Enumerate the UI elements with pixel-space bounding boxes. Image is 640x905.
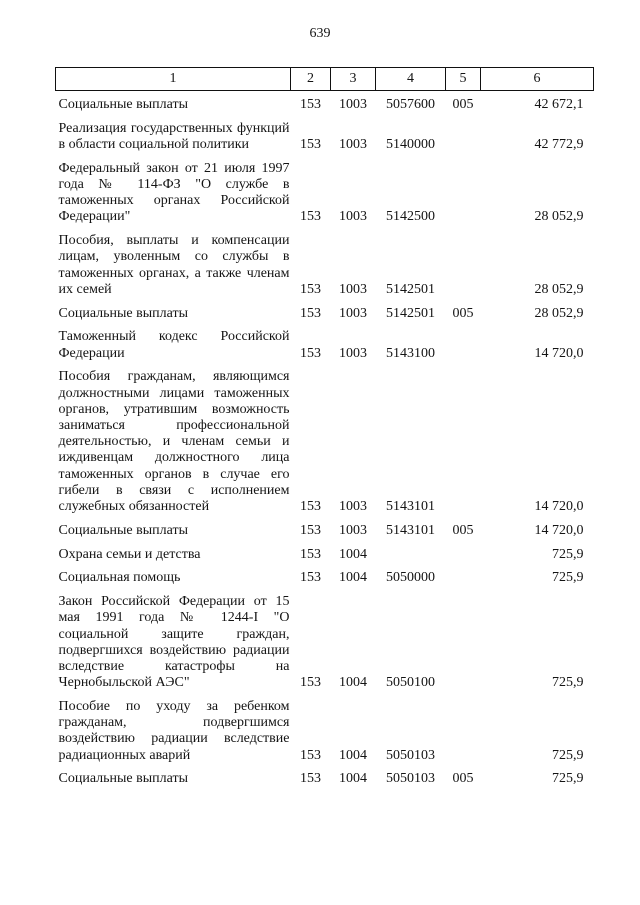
col-5-value: 005 <box>452 771 474 787</box>
col-2-value: 153 <box>300 137 321 152</box>
col-2-value: 153 <box>300 570 321 586</box>
col-6-amount: 725,9 <box>552 546 584 562</box>
table-row <box>56 153 594 225</box>
col-5-value <box>446 322 481 362</box>
col-3-value: 1003 <box>339 522 367 538</box>
col-6-amount: 725,9 <box>552 570 584 586</box>
table-row <box>56 563 594 587</box>
table-row <box>56 764 594 788</box>
table-body <box>56 91 594 788</box>
col-2-value: 153 <box>300 305 321 321</box>
col-4-value: 5142501 <box>386 305 435 321</box>
table-row <box>56 515 594 539</box>
col-2-value: 153 <box>300 675 321 691</box>
row-name: Социальные выплаты <box>58 97 189 112</box>
col-3-value: 1003 <box>339 137 367 152</box>
col-2-value: 153 <box>300 546 321 562</box>
col-6-amount: 28 052,9 <box>534 281 584 297</box>
col-6-amount: 725,9 <box>552 771 584 787</box>
header-col-1: 1 <box>56 68 291 91</box>
col-6-amount: 42 672,1 <box>534 97 584 112</box>
row-name: Федеральный закон от 21 июля 1997 года № 114-ФЗ "О службе в таможенных органах Российской Федерации" <box>58 160 290 225</box>
col-6-amount: 28 052,9 <box>534 209 584 225</box>
table-row <box>56 691 594 763</box>
table-row <box>56 226 594 298</box>
col-6-amount: 725,9 <box>552 675 584 691</box>
col-3-value: 1004 <box>339 570 367 586</box>
table-row <box>56 587 594 692</box>
row-name: Социальные выплаты <box>58 771 189 787</box>
col-4-value <box>376 539 446 563</box>
col-5-value <box>446 587 481 692</box>
col-2-value: 153 <box>300 499 321 515</box>
col-2-value: 153 <box>300 97 321 112</box>
col-4-value: 5143101 <box>386 499 435 515</box>
table-row <box>56 539 594 563</box>
col-3-value: 1004 <box>339 747 367 763</box>
page-number: 639 <box>309 26 331 41</box>
col-4-value: 5057600 <box>386 97 435 112</box>
col-5-value: 005 <box>452 522 474 538</box>
col-2-value: 153 <box>300 747 321 763</box>
table-row <box>56 298 594 322</box>
col-4-value: 5143100 <box>386 345 435 361</box>
col-2-value: 153 <box>300 345 321 361</box>
header-col-2: 2 <box>291 68 331 91</box>
table-row <box>56 322 594 362</box>
col-3-value: 1003 <box>339 499 367 515</box>
col-5-value: 005 <box>452 97 474 112</box>
col-5-value: 005 <box>452 305 474 321</box>
col-6-amount: 14 720,0 <box>534 499 584 515</box>
col-4-value: 5140000 <box>386 137 435 152</box>
col-3-value: 1003 <box>339 345 367 361</box>
row-name: Социальные выплаты <box>58 305 189 321</box>
col-3-value: 1004 <box>339 675 367 691</box>
col-4-value: 5050103 <box>386 771 435 787</box>
row-name: Закон Российской Федерации от 15 мая 1991 года № 1244-I "О социальной защите граждан, подвергшихся воздействию радиации вследствие катастрофы на Чернобыльской АЭС" <box>58 594 290 691</box>
col-4-value: 5050000 <box>386 570 435 586</box>
col-6-amount: 28 052,9 <box>534 305 584 321</box>
col-6-amount: 14 720,0 <box>534 345 584 361</box>
col-3-value: 1003 <box>339 281 367 297</box>
col-4-value: 5142501 <box>386 281 435 297</box>
col-6-amount: 42 772,9 <box>534 137 584 152</box>
row-name: Таможенный кодекс Российской Федерации <box>58 329 290 361</box>
header-col-6: 6 <box>481 68 594 91</box>
col-5-value <box>446 539 481 563</box>
row-name: Реализация государственных функций в области социальной политики <box>58 120 290 152</box>
col-2-value: 153 <box>300 771 321 787</box>
col-5-value <box>446 113 481 153</box>
col-4-value: 5142500 <box>386 209 435 225</box>
header-col-4: 4 <box>376 68 446 91</box>
col-6-amount: 725,9 <box>552 747 584 763</box>
col-5-value <box>446 226 481 298</box>
col-3-value: 1003 <box>339 305 367 321</box>
col-6-amount: 14 720,0 <box>534 522 584 538</box>
col-3-value: 1003 <box>339 97 367 112</box>
col-2-value: 153 <box>300 209 321 225</box>
col-4-value: 5050100 <box>386 675 435 691</box>
col-4-value: 5050103 <box>386 747 435 763</box>
col-3-value: 1004 <box>339 546 367 562</box>
row-name: Пособия, выплаты и компенсации лицам, уволенным со службы в таможенных органах, а также членам их семей <box>58 233 290 297</box>
header-row <box>56 68 594 91</box>
col-5-value <box>446 563 481 587</box>
table-row <box>56 113 594 153</box>
header-col-3: 3 <box>331 68 376 91</box>
row-name: Охрана семьи и детства <box>58 546 201 562</box>
col-5-value <box>446 691 481 763</box>
row-name: Пособие по уходу за ребенком гражданам, подвергшимся воздействию радиации вследствие радиационных аварий <box>58 699 290 763</box>
table-row <box>56 362 594 515</box>
col-3-value: 1003 <box>339 209 367 225</box>
row-name: Пособия гражданам, являющимся должностными лицами таможенных органов, утратившим возможность заниматься профессиональной деятельностью, и членам семьи и иждивенцам должностного лица таможенных органов в случае его гибели в связи с исполнением служебных обязанностей <box>58 369 290 515</box>
table-row <box>56 91 594 114</box>
col-2-value: 153 <box>300 522 321 538</box>
row-name: Социальная помощь <box>58 570 181 586</box>
col-3-value: 1004 <box>339 771 367 787</box>
row-name: Социальные выплаты <box>58 522 189 538</box>
budget-table <box>55 67 594 788</box>
col-2-value: 153 <box>300 281 321 297</box>
header-col-5: 5 <box>446 68 481 91</box>
col-4-value: 5143101 <box>386 522 435 538</box>
table-header <box>56 68 594 91</box>
col-5-value <box>446 362 481 515</box>
col-5-value <box>446 153 481 225</box>
